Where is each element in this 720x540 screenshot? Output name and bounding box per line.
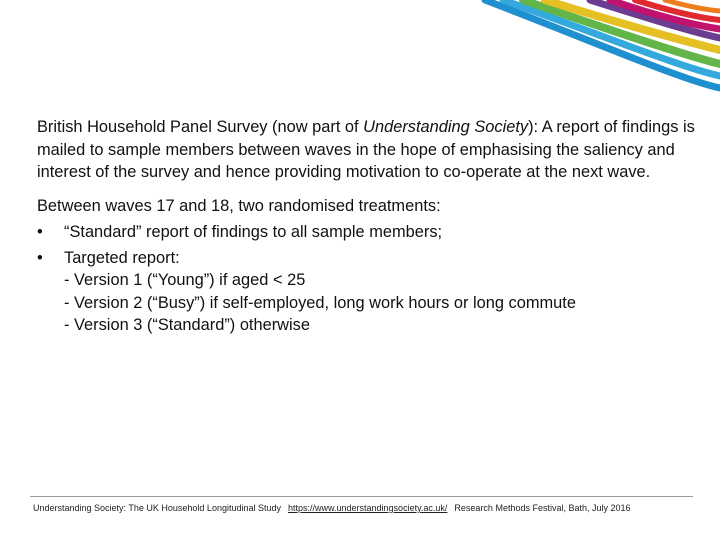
footer-study-title: Understanding Society: The UK Household Longitudinal Study — [33, 503, 281, 513]
list-item-targeted-report — [37, 247, 702, 337]
arc-purple — [590, 0, 720, 38]
footer — [33, 502, 698, 514]
targeted-report-text — [64, 247, 702, 337]
bullet-text: “Standard” report of findings to all sample members; — [64, 223, 443, 241]
version-2-line: - Version 2 (“Busy”) if self-employed, long work hours or long commute — [64, 293, 576, 312]
arc-green — [523, 0, 720, 64]
bullet-text: Targeted report: — [64, 248, 180, 267]
footer-divider — [30, 496, 693, 497]
arc-blue — [485, 0, 720, 88]
arc-yellow — [545, 0, 720, 50]
intro-paragraph — [37, 116, 702, 184]
treatment-list — [37, 221, 702, 337]
list-item-standard-report — [37, 221, 702, 244]
footer-event: Research Methods Festival, Bath, July 2016 — [454, 503, 631, 513]
bullet-dot-icon: • — [37, 223, 43, 241]
arc-orange — [665, 0, 720, 11]
arc-red — [635, 0, 720, 20]
bullet-dot-icon: • — [37, 248, 43, 267]
intro-suffix: ): A report of findings is mailed to sample members between waves in the hope of emphasising the saliency and interest of the survey and hence providing motivation to co-operate at the next wave. — [37, 118, 695, 181]
treatments-lead: Between waves 17 and 18, two randomised treatments: — [37, 196, 441, 215]
version-3-line: - Version 3 (“Standard”) otherwise — [64, 316, 310, 334]
intro-prefix: British Household Panel Survey (now part of — [37, 118, 364, 136]
slide-content — [37, 116, 702, 340]
intro-italic-title: Understanding Society — [363, 118, 529, 136]
arc-light-blue — [503, 0, 720, 76]
version-1-line: - Version 1 (“Young”) if aged < 25 — [64, 271, 306, 289]
footer-website-link[interactable]: https://www.understandingsociety.ac.uk/ — [288, 503, 448, 513]
arc-magenta — [610, 0, 720, 29]
